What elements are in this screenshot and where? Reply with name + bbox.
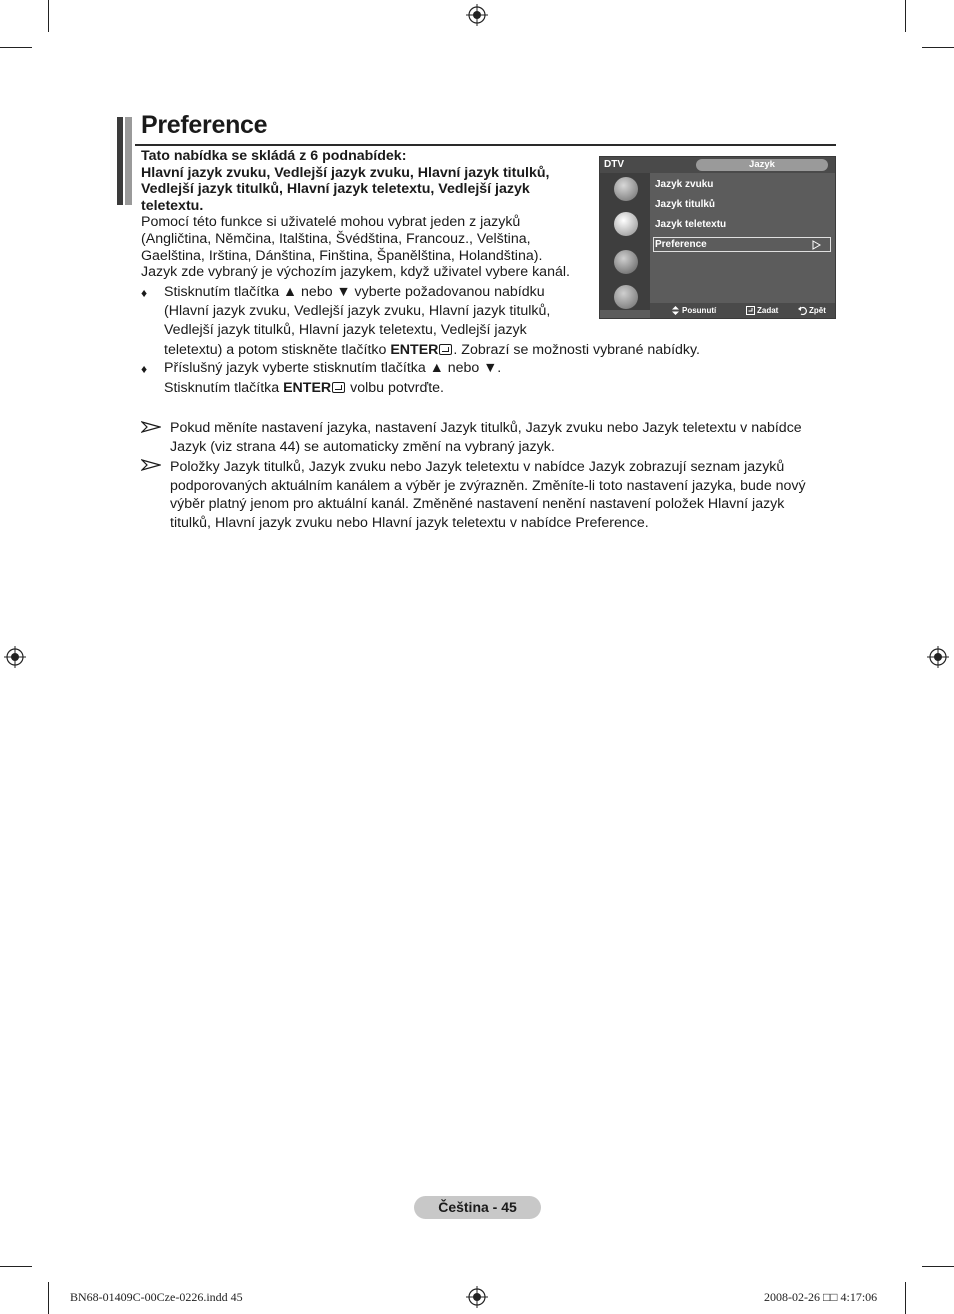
crop-mark	[905, 1282, 906, 1314]
osd-hint-enter: Zadat	[757, 306, 779, 315]
registration-mark-icon	[466, 1286, 488, 1308]
note2-line: titulků, Hlavní jazyk zvuku nebo Hlavní jazyk teletextu v nabídce Preference.	[170, 514, 649, 531]
osd-tab-jazyk: Jazyk	[696, 159, 828, 171]
step1-last-line	[164, 342, 700, 359]
heading-bar-dark	[117, 117, 123, 205]
step2-text: volbu potvrďte.	[346, 380, 444, 396]
crop-mark	[0, 47, 32, 48]
osd-item-jazyk-zvuku: Jazyk zvuku	[655, 179, 714, 190]
osd-channel-icon	[614, 177, 638, 201]
crop-mark	[922, 47, 954, 48]
crop-mark	[922, 1266, 954, 1267]
bullet-icon: ♦	[141, 286, 148, 300]
intro-bold-line: Vedlejší jazyk titulků, Hlavní jazyk teletextu, Vedlejší jazyk	[141, 181, 530, 198]
crop-mark	[0, 1266, 32, 1267]
step2-line	[164, 380, 444, 397]
registration-mark-icon	[4, 646, 26, 668]
osd-item-jazyk-titulku: Jazyk titulků	[655, 199, 716, 210]
crop-mark	[48, 1282, 49, 1314]
page-number-badge: Čeština - 45	[414, 1196, 541, 1219]
heading-rule	[135, 144, 836, 146]
tv-osd-menu	[599, 156, 836, 319]
page-title: Preference	[141, 111, 268, 139]
step1-text: . Zobrazí se možnosti vybrané nabídky.	[453, 342, 700, 358]
note2-line: Položky Jazyk titulků, Jazyk zvuku nebo Jazyk teletextu v nabídce Jazyk zobrazují seznam jazyků	[170, 459, 785, 475]
intro-bold-line: Tato nabídka se skládá z 6 podnabídek:	[141, 148, 407, 164]
osd-hint-back: Zpět	[809, 306, 826, 315]
note1-line: Pokud měníte nastavení jazyka, nastavení Jazyk titulků, Jazyk zvuku nebo Jazyk teletextu v nabídce	[170, 420, 802, 436]
heading-bar-light	[125, 117, 132, 205]
note-arrow-icon	[141, 421, 161, 433]
intro-body-line: Gaelština, Irština, Dánština, Finština, Španělština, Holandština).	[141, 247, 543, 264]
registration-mark-icon	[466, 4, 488, 26]
step2-text: Stisknutím tlačítka	[164, 380, 284, 396]
crop-mark	[48, 0, 49, 32]
osd-setup-gear-icon	[614, 250, 638, 274]
osd-item-jazyk-teletextu: Jazyk teletextu	[655, 219, 727, 230]
osd-input-icon	[614, 285, 638, 309]
enter-icon	[439, 344, 452, 355]
intro-bold-line: teletextu.	[141, 197, 204, 214]
osd-hint-move: Posunutí	[682, 306, 717, 315]
step1-line: Vedlejší jazyk titulků, Hlavní jazyk teletextu, Vedlejší jazyk	[164, 322, 527, 338]
osd-source-label: DTV	[604, 159, 624, 170]
bullet-icon: ♦	[141, 362, 148, 376]
step1-line: Stisknutím tlačítka ▲ nebo ▼ vyberte požadovanou nabídku	[164, 284, 545, 300]
osd-updown-icon	[672, 306, 679, 315]
crop-mark	[905, 0, 906, 32]
intro-body-line: Pomocí této funkce si uživatelé mohou vybrat jeden z jazyků	[141, 214, 521, 231]
print-slug-left: BN68-01409C-00Cze-0226.indd 45	[70, 1290, 243, 1304]
osd-return-icon	[798, 306, 807, 315]
print-slug-right: 2008-02-26 □□ 4:17:06	[764, 1290, 878, 1304]
enter-label: ENTER	[283, 380, 332, 396]
enter-label: ENTER	[390, 342, 439, 358]
intro-body-line: Jazyk zde vybraný je výchozím jazykem, když uživatel vybere kanál.	[141, 264, 570, 281]
intro-bold-line: Hlavní jazyk zvuku, Vedlejší jazyk zvuku, Hlavní jazyk titulků,	[141, 164, 550, 181]
step1-line: (Hlavní jazyk zvuku, Vedlejší jazyk zvuku, Hlavní jazyk titulků,	[164, 303, 551, 319]
note-arrow-icon	[141, 459, 161, 471]
note1-line: Jazyk (viz strana 44) se automaticky změní na vybraný jazyk.	[170, 439, 555, 455]
intro-body-line: (Angličtina, Němčina, Italština, Švédština, Francouz., Velština,	[141, 231, 531, 247]
note2-line: výběr platný jenom pro aktuální kanál. Změněné nastavení nenění nastavení položek Hlavní jazyk	[170, 496, 785, 512]
enter-icon	[332, 382, 345, 393]
step1-text: teletextu) a potom stiskněte tlačítko	[164, 342, 391, 358]
osd-arrow-right-icon	[812, 240, 821, 250]
note2-line: podporovaných aktuálním kanálem a výběr je zvýrazněn. Změníte-li toto nastavení jazyka, bude nový	[170, 477, 806, 494]
osd-enter-icon	[746, 306, 755, 315]
osd-sound-icon	[614, 212, 638, 236]
registration-mark-icon	[927, 646, 949, 668]
osd-item-preference: Preference	[655, 239, 707, 250]
step2-line: Příslušný jazyk vyberte stisknutím tlačítka ▲ nebo ▼.	[164, 360, 502, 376]
